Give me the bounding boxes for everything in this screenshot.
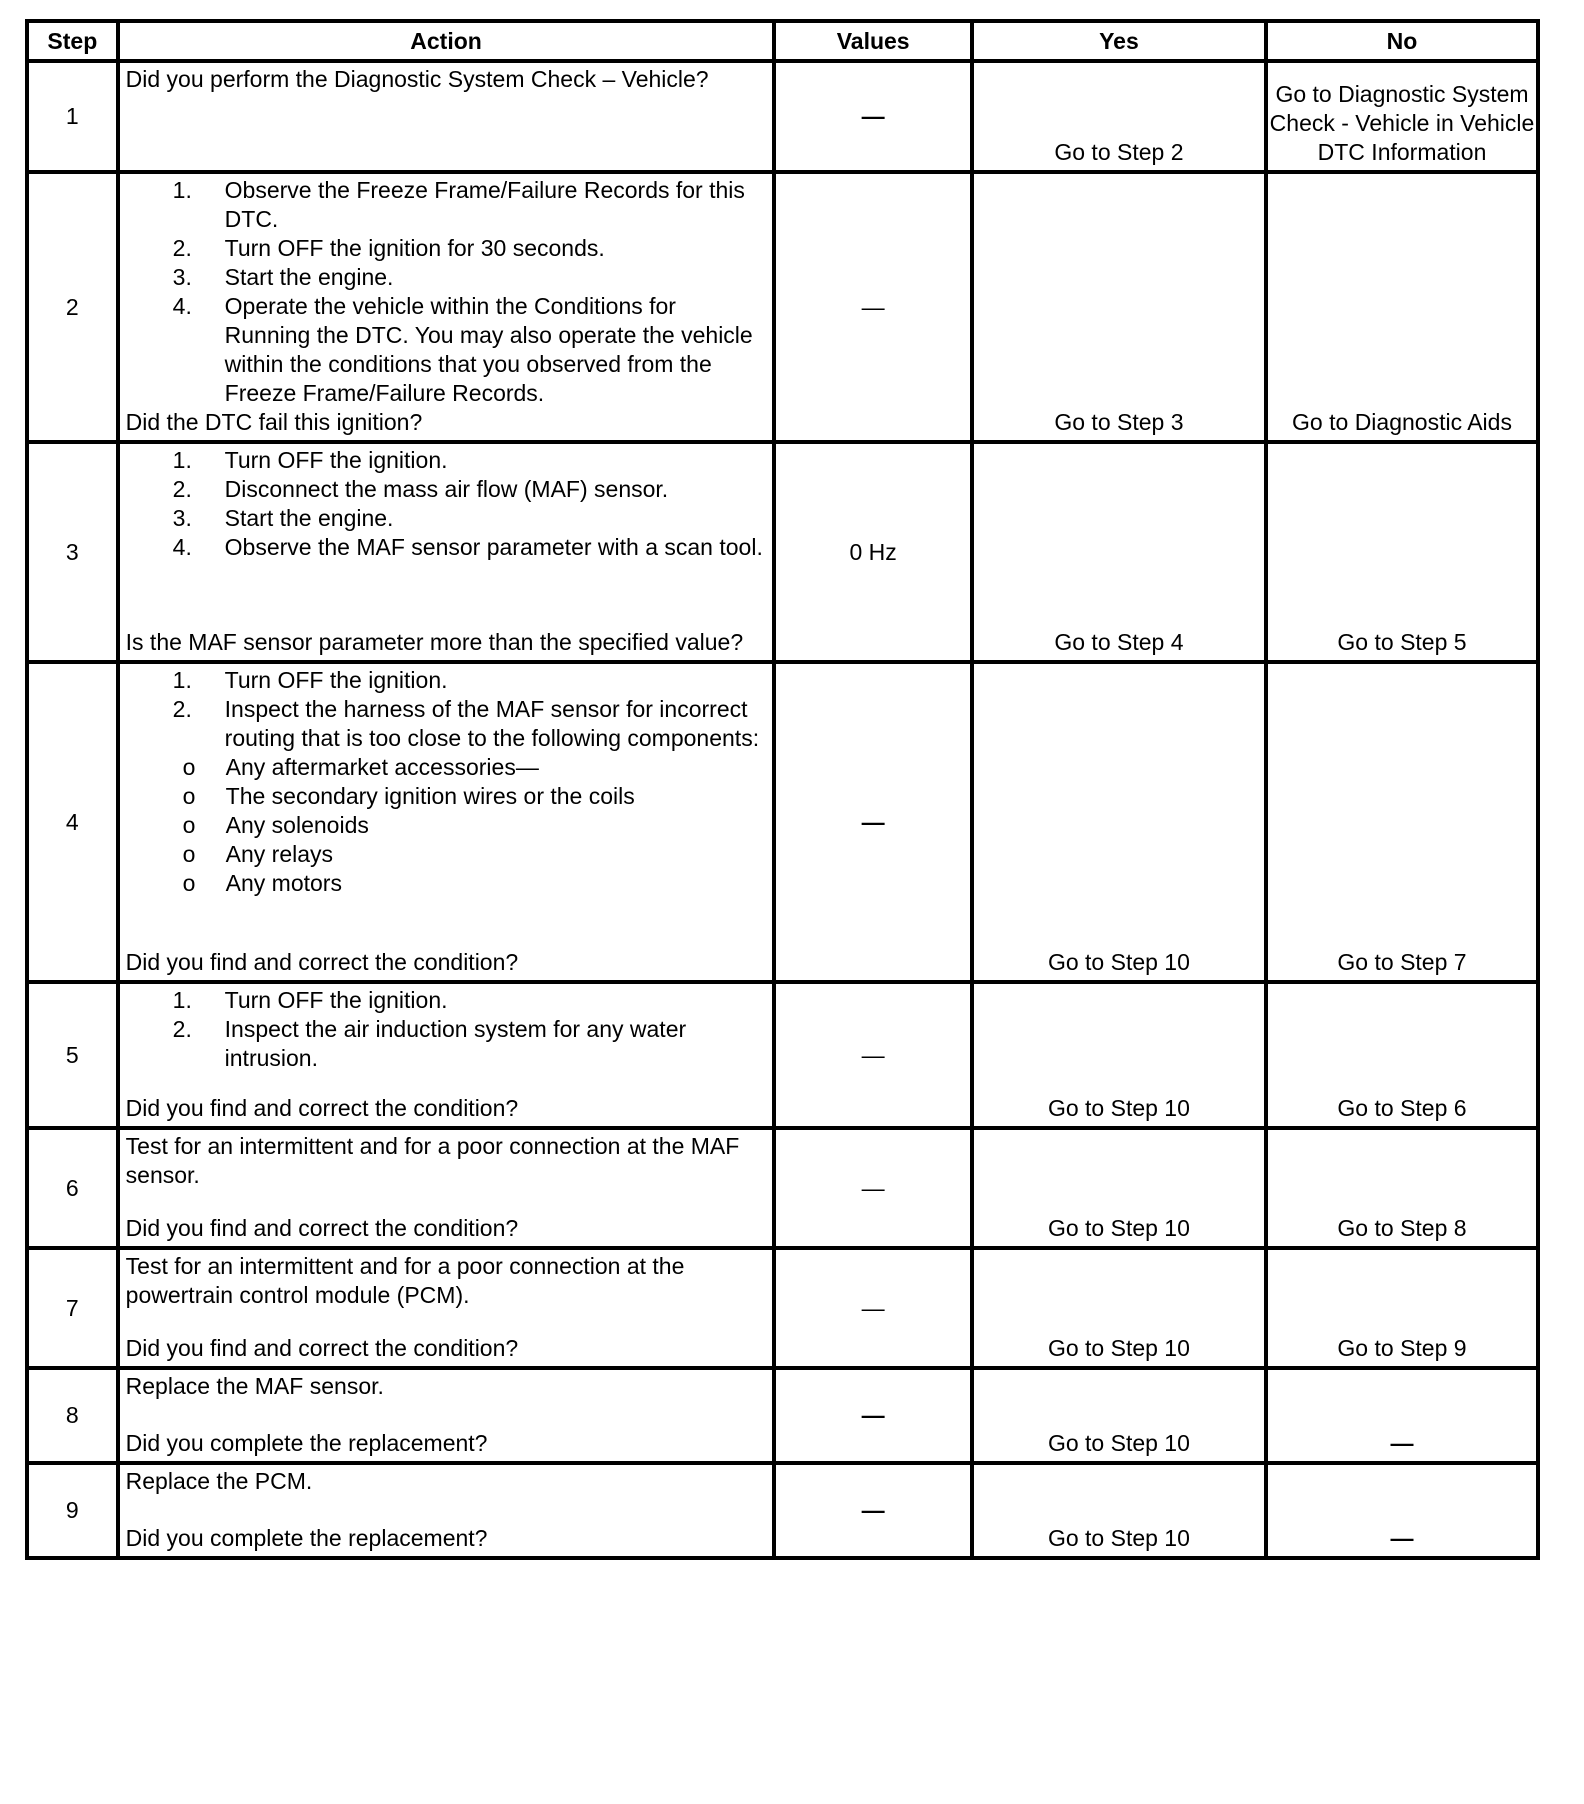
yes-outcome: Go to Step 3	[972, 172, 1266, 442]
no-outcome: —	[1266, 1463, 1538, 1558]
step-item-number: 2.	[172, 476, 192, 502]
step-item-body	[225, 504, 767, 533]
no-outcome: —	[1266, 1368, 1538, 1463]
step-item-body	[225, 263, 767, 292]
action-step	[126, 475, 767, 504]
action-question: Did you find and correct the condition?	[125, 1215, 519, 1241]
action-content	[126, 666, 767, 977]
action-cell	[118, 982, 775, 1128]
diagnostic-table	[25, 19, 1540, 1560]
action-step	[126, 1015, 767, 1073]
step-number: 6	[27, 1128, 118, 1248]
step-number: 4	[27, 662, 118, 982]
action-cell	[118, 1463, 775, 1558]
header-yes: Yes	[972, 21, 1266, 61]
action-body	[126, 176, 767, 408]
step-number: 5	[27, 982, 118, 1128]
header-no: No	[1266, 21, 1538, 61]
action-body	[126, 65, 767, 94]
step-item-body	[225, 292, 767, 408]
step-item-text: Observe the Freeze Frame/Failure Records for this DTC.	[224, 177, 745, 232]
step-item-number: 1.	[172, 987, 192, 1013]
table-row	[27, 172, 1538, 442]
header-values: Values	[774, 21, 971, 61]
action-text: Test for an intermittent and for a poor connection at the powertrain control module (PCM).	[125, 1253, 685, 1308]
no-outcome: Go to Step 8	[1266, 1128, 1538, 1248]
action-steps-list	[126, 666, 767, 898]
step-item-text: Observe the MAF sensor parameter with a scan tool.	[224, 534, 763, 560]
component-item	[126, 869, 767, 898]
value-cell: —	[774, 1128, 971, 1248]
yes-outcome: Go to Step 10	[972, 1463, 1266, 1558]
action-step	[126, 446, 767, 475]
component-item	[126, 811, 767, 840]
action-content	[126, 65, 767, 167]
step-item-body	[225, 533, 767, 562]
action-content	[126, 986, 767, 1123]
action-body	[126, 1132, 767, 1190]
step-item-body	[225, 234, 767, 263]
action-step	[126, 666, 767, 695]
action-step	[126, 263, 767, 292]
header-step: Step	[27, 21, 118, 61]
action-step	[126, 533, 767, 562]
step-item-number: 2.	[172, 1016, 192, 1042]
value-cell: —	[774, 1368, 971, 1463]
step-item-text: Operate the vehicle within the Conditions for Running the DTC. You may also operate the vehicle within the conditions that you observed from the Freeze Frame/Failure Records.	[224, 293, 753, 406]
action-cell	[118, 1128, 775, 1248]
action-cell	[118, 662, 775, 982]
step-item-text: Turn OFF the ignition for 30 seconds.	[224, 235, 605, 261]
step-item-text: Disconnect the mass air flow (MAF) sensor.	[224, 476, 669, 502]
step-item-text: Turn OFF the ignition.	[224, 447, 448, 473]
value-cell: —	[774, 662, 971, 982]
action-question: Did you find and correct the condition?	[125, 949, 519, 975]
step-number: 9	[27, 1463, 118, 1558]
step-item-number: 1.	[172, 177, 192, 203]
table-row	[27, 1463, 1538, 1558]
bullet-icon: o	[182, 783, 196, 809]
step-number: 1	[27, 61, 118, 172]
action-body	[126, 1252, 767, 1310]
component-text: Any motors	[225, 870, 342, 896]
action-question: Is the MAF sensor parameter more than the specified value?	[125, 629, 744, 655]
yes-outcome: Go to Step 10	[972, 1368, 1266, 1463]
step-item-number: 2.	[172, 696, 192, 722]
component-list	[126, 753, 767, 898]
table-row	[27, 1128, 1538, 1248]
component-text: Any solenoids	[225, 812, 369, 838]
action-question: Did you complete the replacement?	[125, 1430, 488, 1456]
action-body	[126, 986, 767, 1073]
action-step	[126, 176, 767, 234]
action-cell	[118, 442, 775, 662]
action-body	[126, 1467, 767, 1496]
table-row	[27, 1368, 1538, 1463]
action-steps-list	[126, 176, 767, 408]
action-content	[126, 176, 767, 437]
action-question: Did you find and correct the condition?	[125, 1335, 519, 1361]
no-outcome: Go to Step 5	[1266, 442, 1538, 662]
step-item-body	[225, 446, 767, 475]
yes-outcome: Go to Step 10	[972, 662, 1266, 982]
action-steps-list	[126, 986, 767, 1073]
action-question: Did you find and correct the condition?	[125, 1095, 519, 1121]
bullet-icon: o	[182, 754, 196, 780]
step-item-number: 2.	[172, 235, 192, 261]
action-question: Did you complete the replacement?	[125, 1525, 488, 1551]
yes-outcome: Go to Step 2	[972, 61, 1266, 172]
step-item-number: 4.	[172, 293, 192, 319]
step-item-body	[225, 1015, 767, 1073]
yes-outcome: Go to Step 4	[972, 442, 1266, 662]
action-content	[126, 1372, 767, 1458]
no-outcome: Go to Diagnostic System Check - Vehicle in Vehicle DTC Information	[1266, 61, 1538, 172]
value-cell: —	[774, 172, 971, 442]
action-content	[126, 1252, 767, 1363]
step-item-number: 1.	[172, 667, 192, 693]
action-text: Did you perform the Diagnostic System Check – Vehicle?	[125, 66, 709, 92]
value-cell: —	[774, 61, 971, 172]
step-number: 3	[27, 442, 118, 662]
component-item	[126, 782, 767, 811]
step-number: 8	[27, 1368, 118, 1463]
action-content	[126, 446, 767, 657]
no-outcome: Go to Step 6	[1266, 982, 1538, 1128]
step-item-body	[225, 666, 767, 695]
step-item-text: Start the engine.	[224, 505, 394, 531]
component-item	[126, 840, 767, 869]
value-cell: —	[774, 1463, 971, 1558]
action-question: Did the DTC fail this ignition?	[125, 409, 423, 435]
component-item	[126, 753, 767, 782]
step-number: 7	[27, 1248, 118, 1368]
action-text: Replace the PCM.	[125, 1468, 313, 1494]
step-item-number: 3.	[172, 505, 192, 531]
step-item-number: 3.	[172, 264, 192, 290]
action-content	[126, 1467, 767, 1553]
step-item-text: Start the engine.	[224, 264, 394, 290]
step-item-body	[126, 695, 767, 898]
component-text: The secondary ignition wires or the coils	[225, 783, 635, 809]
action-step	[126, 695, 767, 898]
action-body	[126, 446, 767, 562]
action-cell	[118, 172, 775, 442]
header-action: Action	[118, 21, 775, 61]
step-item-text: Inspect the harness of the MAF sensor for incorrect routing that is too close to the following components:	[224, 696, 760, 751]
step-item-number: 4.	[172, 534, 192, 560]
step-item-body	[225, 475, 767, 504]
value-cell: —	[774, 982, 971, 1128]
step-item-body	[225, 176, 767, 234]
action-step	[126, 234, 767, 263]
action-body	[126, 666, 767, 898]
value-cell: 0 Hz	[774, 442, 971, 662]
header-row	[27, 21, 1538, 61]
bullet-icon: o	[182, 841, 196, 867]
value-cell: —	[774, 1248, 971, 1368]
step-item-body	[225, 986, 767, 1015]
action-cell	[118, 1368, 775, 1463]
table-row	[27, 61, 1538, 172]
step-item-text: Inspect the air induction system for any water intrusion.	[224, 1016, 687, 1071]
action-body	[126, 1372, 767, 1401]
action-content	[126, 1132, 767, 1243]
component-text: Any aftermarket accessories—	[225, 754, 539, 780]
no-outcome: Go to Step 7	[1266, 662, 1538, 982]
step-item-number: 1.	[172, 447, 192, 473]
yes-outcome: Go to Step 10	[972, 1248, 1266, 1368]
action-step	[126, 504, 767, 533]
action-cell	[118, 61, 775, 172]
component-text: Any relays	[225, 841, 334, 867]
action-step	[126, 292, 767, 408]
action-step	[126, 986, 767, 1015]
no-outcome: Go to Diagnostic Aids	[1266, 172, 1538, 442]
action-text: Test for an intermittent and for a poor connection at the MAF sensor.	[125, 1133, 740, 1188]
action-steps-list	[126, 446, 767, 562]
step-item-text: Turn OFF the ignition.	[224, 987, 448, 1013]
table-row	[27, 662, 1538, 982]
no-outcome: Go to Step 9	[1266, 1248, 1538, 1368]
bullet-icon: o	[182, 870, 196, 896]
table-row	[27, 442, 1538, 662]
step-item-text: Turn OFF the ignition.	[224, 667, 448, 693]
step-number: 2	[27, 172, 118, 442]
action-cell	[118, 1248, 775, 1368]
table-row	[27, 982, 1538, 1128]
bullet-icon: o	[182, 812, 196, 838]
action-text: Replace the MAF sensor.	[125, 1373, 384, 1399]
yes-outcome: Go to Step 10	[972, 982, 1266, 1128]
table-row	[27, 1248, 1538, 1368]
yes-outcome: Go to Step 10	[972, 1128, 1266, 1248]
